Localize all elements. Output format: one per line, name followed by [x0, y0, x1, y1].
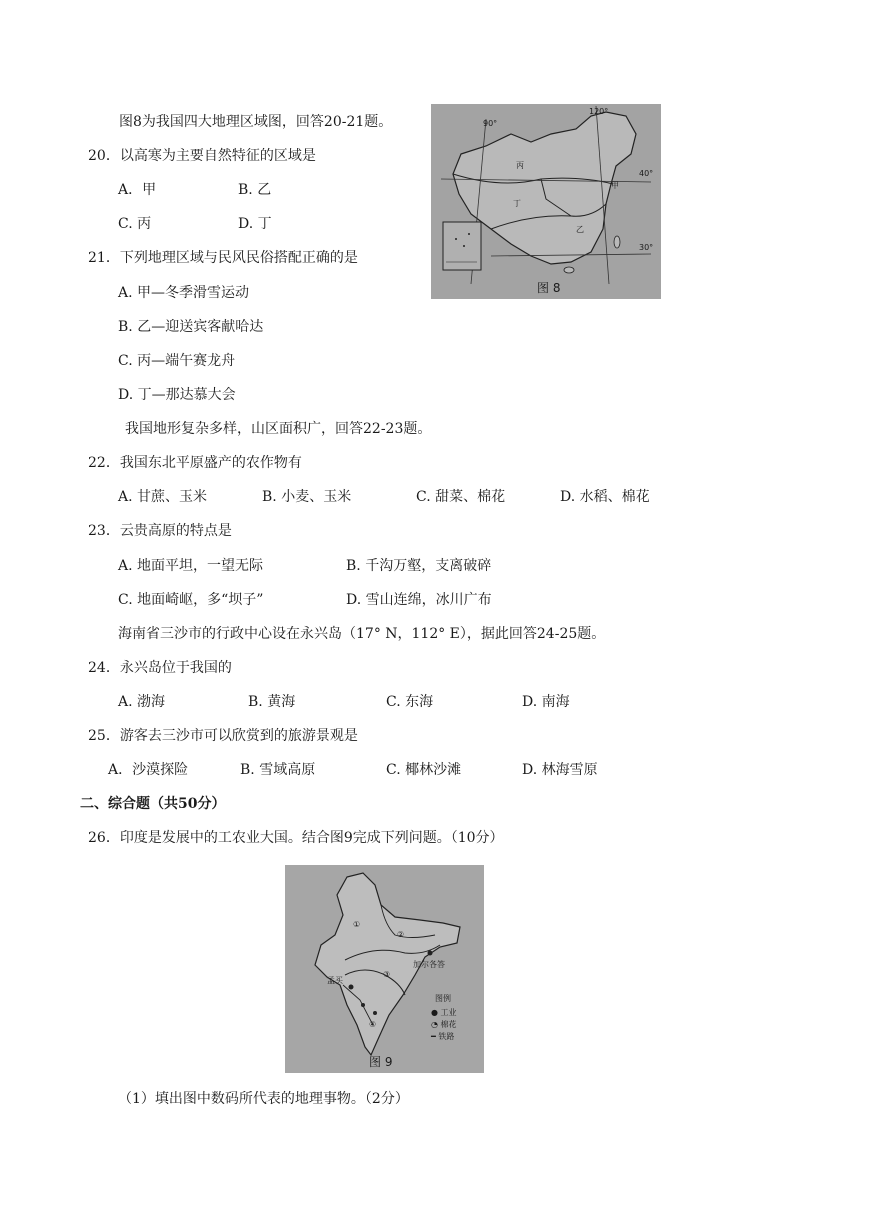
- q26-stem: 26．印度是发展中的工农业大国。结合图9完成下列问题。（10分）: [88, 830, 504, 846]
- q24-option-c[interactable]: C. 东海: [386, 694, 434, 710]
- q22-option-d[interactable]: D. 水稻、棉花: [560, 489, 650, 505]
- fig9-label-1: ①: [353, 920, 361, 929]
- fig8-region-yi: 乙: [576, 225, 584, 234]
- fig9-label-4: ④: [369, 1020, 377, 1029]
- q25-option-a[interactable]: A．沙漠探险: [108, 762, 189, 778]
- q20-option-a[interactable]: A．甲: [118, 182, 157, 198]
- fig8-meridian-90: 90°: [483, 119, 498, 128]
- fig9-label-mumbai: 孟买: [327, 976, 343, 985]
- fig8-meridian-120: 120°: [589, 107, 609, 116]
- q21-option-a[interactable]: A. 甲—冬季滑雪运动: [118, 285, 250, 301]
- q25-option-c[interactable]: C. 椰林沙滩: [386, 762, 462, 778]
- figure-9-india-map: [285, 865, 484, 1073]
- q22-option-b[interactable]: B. 小麦、玉米: [262, 489, 352, 505]
- fig8-caption: 图 8: [537, 281, 561, 295]
- fig9-legend-industry: ● 工业: [431, 1008, 457, 1017]
- q23-option-c[interactable]: C. 地面崎岖，多“坝子”: [118, 592, 264, 608]
- intro-fig8: 图8为我国四大地理区域图，回答20-21题。: [119, 114, 393, 130]
- q24-option-a[interactable]: A. 渤海: [118, 694, 166, 710]
- q25-stem: 25．游客去三沙市可以欣赏到的旅游景观是: [88, 728, 358, 744]
- fig9-label-3: ③: [383, 970, 391, 979]
- q26-sub1: （1）填出图中数码所代表的地理事物。（2分）: [118, 1091, 409, 1107]
- q20-option-d[interactable]: D. 丁: [238, 216, 272, 232]
- fig8-region-ding: 丁: [513, 199, 521, 208]
- fig9-legend-title: 图例: [435, 994, 451, 1003]
- q23-stem: 23．云贵高原的特点是: [88, 523, 232, 539]
- q25-option-b[interactable]: B. 雪域高原: [240, 762, 316, 778]
- q21-option-b[interactable]: B. 乙—迎送宾客献哈达: [118, 319, 264, 335]
- q22-stem: 22．我国东北平原盛产的农作物有: [88, 455, 302, 471]
- figure-8-china-regions-map: [431, 104, 661, 299]
- q20-option-b[interactable]: B. 乙: [238, 182, 272, 198]
- fig9-caption: 图 9: [369, 1055, 393, 1069]
- q24-stem: 24．永兴岛位于我国的: [88, 660, 232, 676]
- q23-option-b[interactable]: B. 千沟万壑，支离破碎: [346, 558, 492, 574]
- fig9-city-kolkata-dot: [428, 951, 433, 956]
- fig9-city-mumbai-dot: [349, 985, 354, 990]
- fig8-parallel-30: 30°: [639, 243, 654, 252]
- fig8-region-jia: 甲: [611, 181, 619, 190]
- intro-sansha: 海南省三沙市的行政中心设在永兴岛（17° N，112° E），据此回答24-25题。: [118, 626, 606, 642]
- q21-option-d[interactable]: D. 丁—那达慕大会: [118, 387, 236, 403]
- fig9-legend-railway: ━ 铁路: [431, 1032, 455, 1041]
- q22-option-a[interactable]: A. 甘蔗、玉米: [118, 489, 208, 505]
- q23-option-d[interactable]: D. 雪山连绵，冰川广布: [346, 592, 492, 608]
- intro-terrain: 我国地形复杂多样，山区面积广，回答22-23题。: [125, 421, 432, 437]
- q24-option-b[interactable]: B. 黄海: [248, 694, 296, 710]
- q21-stem: 21．下列地理区域与民风民俗搭配正确的是: [88, 250, 358, 266]
- q23-option-a[interactable]: A. 地面平坦，一望无际: [118, 558, 264, 574]
- fig8-parallel-40: 40°: [639, 169, 654, 178]
- q25-option-d[interactable]: D. 林海雪原: [522, 762, 598, 778]
- q20-stem: 20．以高寒为主要自然特征的区域是: [88, 148, 316, 164]
- section2-title: 二、综合题（共50分）: [80, 796, 226, 812]
- q24-option-d[interactable]: D. 南海: [522, 694, 570, 710]
- fig9-legend-cotton: ◔ 棉花: [431, 1020, 457, 1029]
- q22-option-c[interactable]: C. 甜菜、棉花: [416, 489, 506, 505]
- fig9-label-kolkata: 加尔各答: [413, 960, 445, 969]
- fig9-label-2: ②: [397, 930, 405, 939]
- fig8-region-bing: 丙: [516, 161, 524, 170]
- q21-option-c[interactable]: C. 丙—端午赛龙舟: [118, 353, 236, 369]
- q20-option-c[interactable]: C. 丙: [118, 216, 152, 232]
